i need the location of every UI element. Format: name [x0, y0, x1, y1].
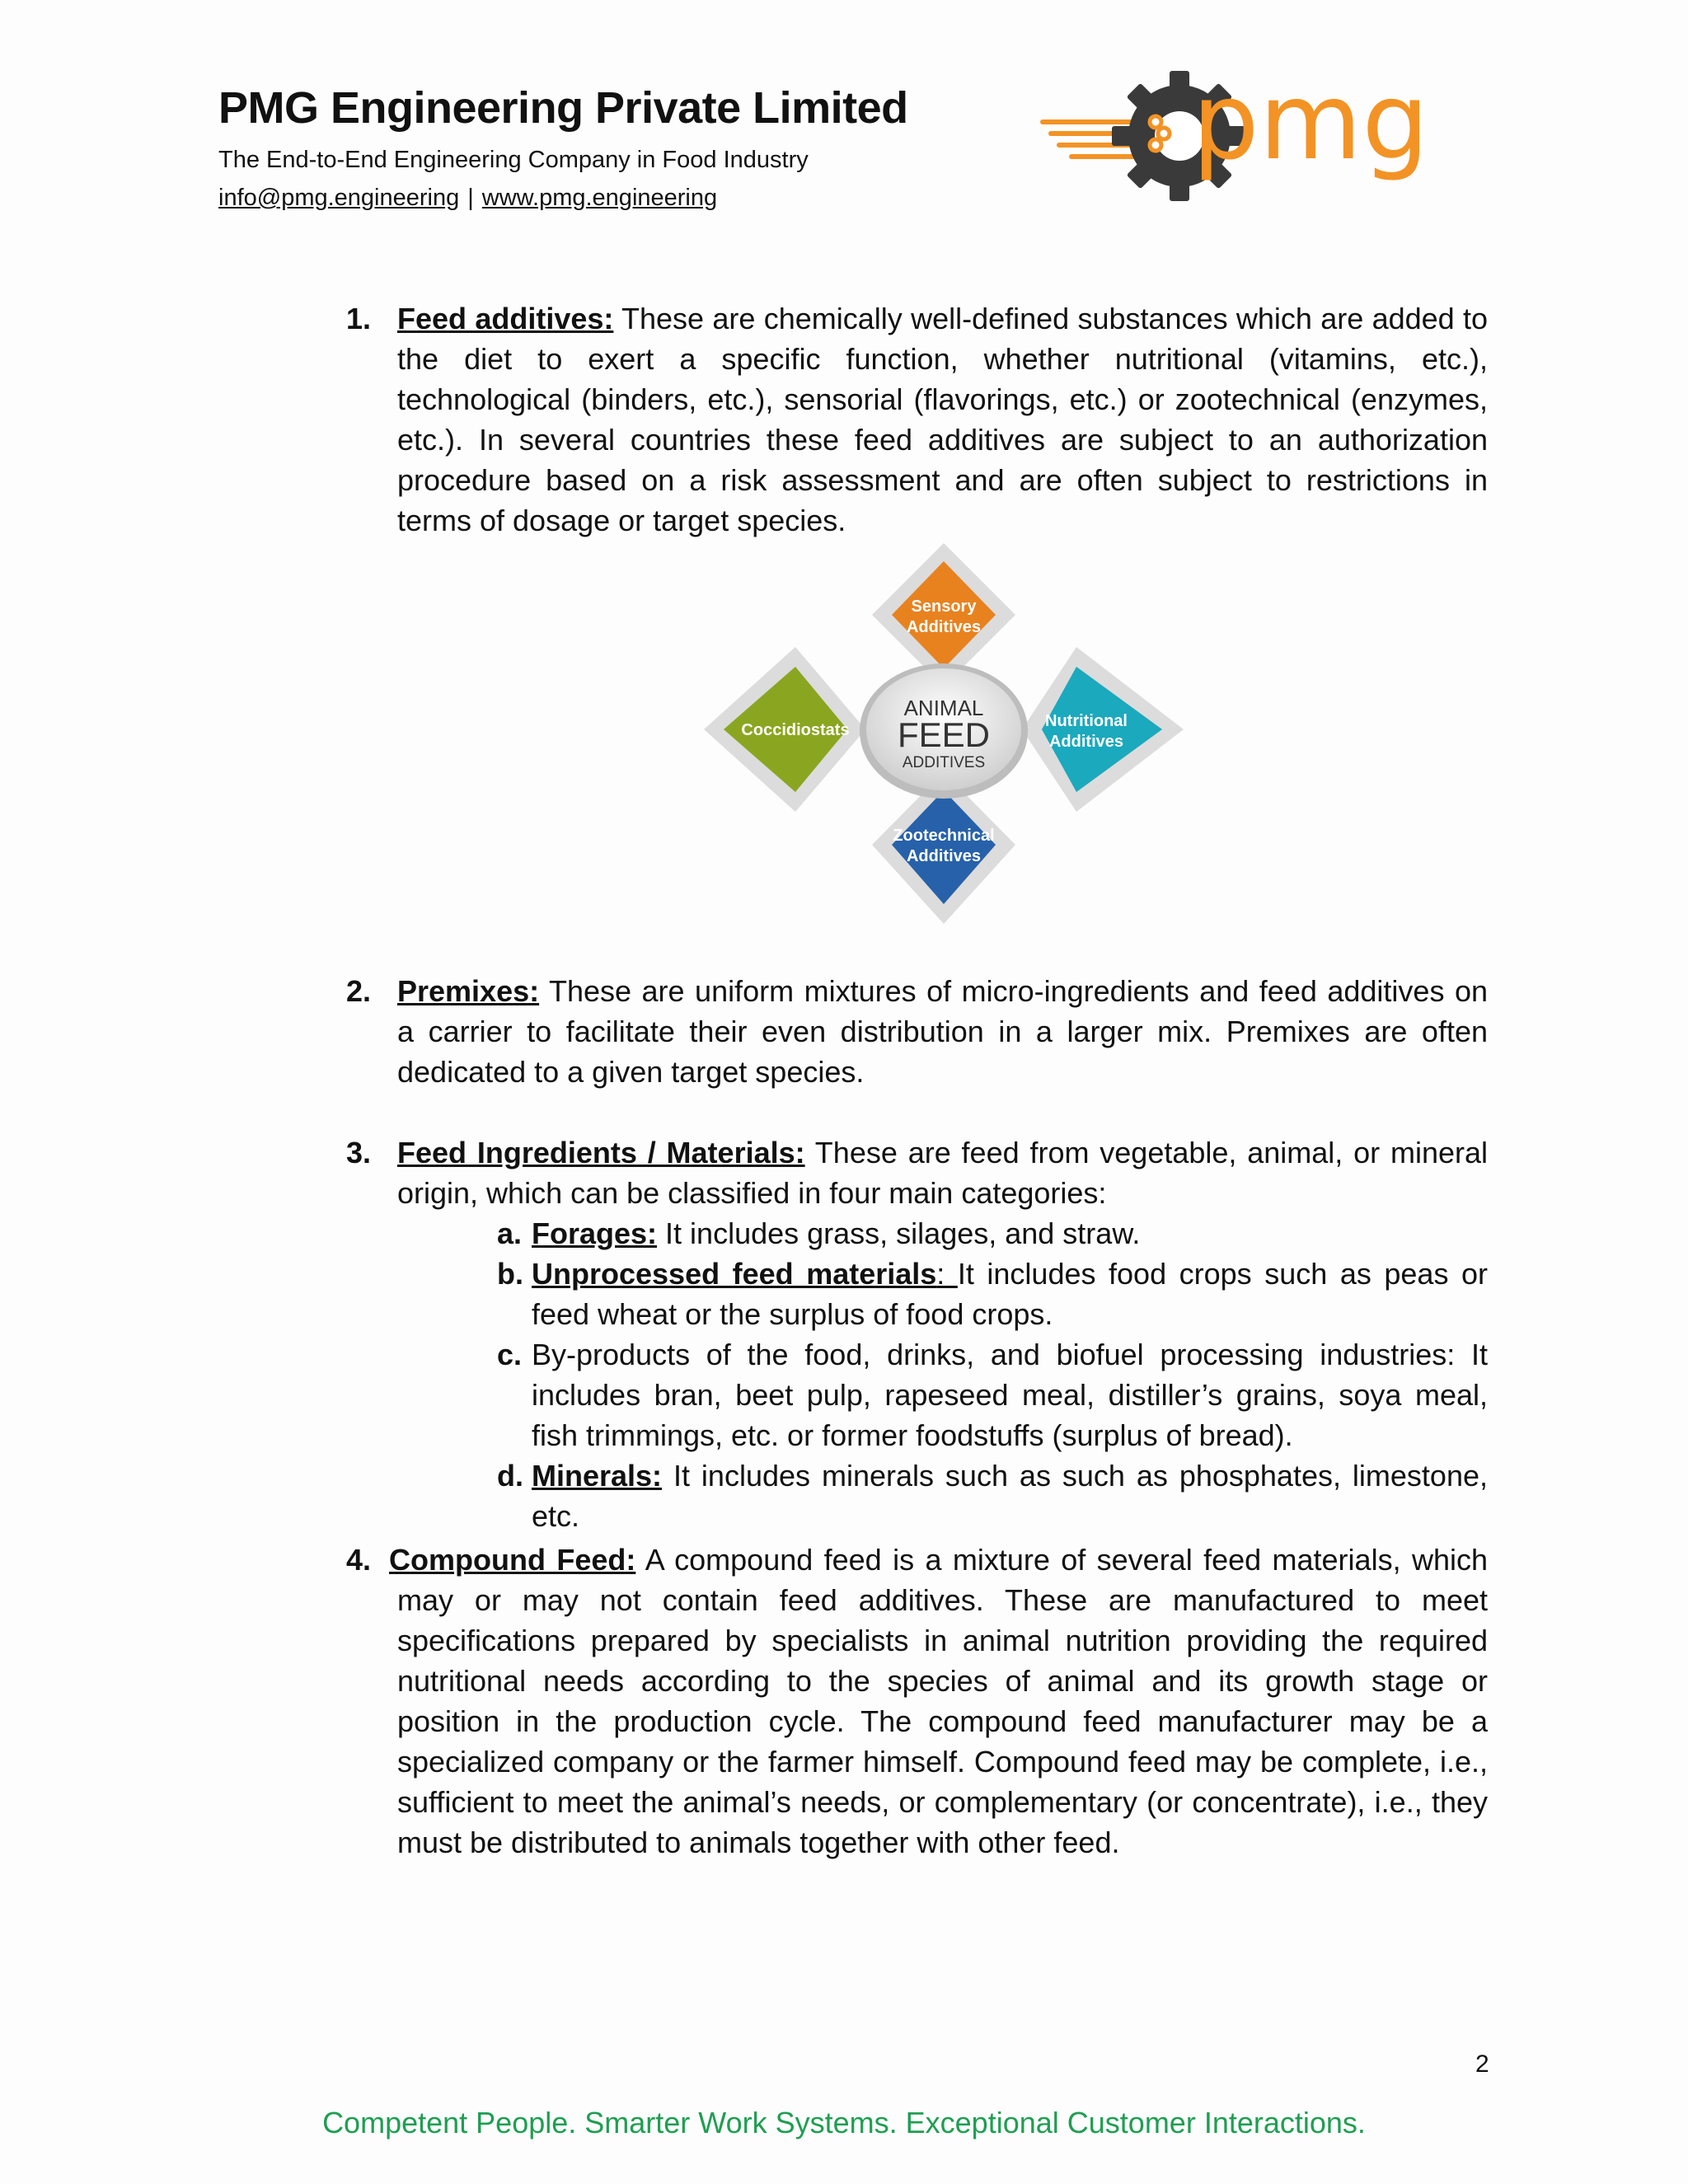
subitem-text: By-products of the food, drinks, and biofuel processing industries: It includes bran, beet pulp, rapeseed meal, distiller’s grains, soya meal, fish trimmings, etc. or former foodstuffs (surplus of bread). — [532, 1338, 1488, 1452]
center-line2: FEED — [897, 715, 991, 754]
sublist — [497, 1213, 1488, 1536]
list-item — [346, 298, 1488, 541]
subitem-letter: c. — [497, 1338, 523, 1371]
list-item — [346, 1540, 1488, 1863]
item-number: 4. — [346, 1543, 372, 1577]
item-label-compound-feed: Compound Feed: — [389, 1543, 636, 1577]
item-text: These are uniform mixtures of micro-ingredients and feed additives on a carrier to facilitate their even distribution in a larger mix. Premixes are often dedicated to a given target species. — [397, 974, 1488, 1089]
subitem-text: It includes minerals such as such as phosphates, limestone, etc. — [532, 1459, 1488, 1533]
contact-separator: | — [467, 185, 474, 211]
list-item — [346, 971, 1488, 1092]
subitem-label: Unprocessed feed materials — [532, 1257, 937, 1291]
item-text: These are feed from vegetable, animal, or mineral origin, which can be classified in four main categories: — [397, 1136, 1489, 1210]
top-line2: Additives — [906, 618, 982, 636]
subitem-forages — [497, 1213, 1488, 1254]
diagram-left — [704, 647, 865, 812]
logo-wordmark: pmg — [1192, 66, 1429, 184]
item-text: These are chemically well-defined substances which are added to the diet to exert a specific function, whether nutritional (vitamins, etc.), technological (binders, etc.), sensorial (flavorings, etc.) or zootechnical (enzymes, etc.). In several countries these feed additives are subject to an authorization procedure based on a risk assessment and are often subject to restrictions in terms of dosage or target species. — [397, 302, 1488, 537]
diagram-right — [1022, 647, 1184, 812]
item-text: A compound feed is a mixture of several feed materials, which may or may not contain feed additives. These are manufactured to meet specifications prepared by specialists in animal nutrition providing the required nutritional needs according to the species of animal and its growth stage or position in the production cycle. The compound feed manufacturer may be a specialized company or the farmer himself. Compound feed may be complete, i.e., sufficient to meet the animal’s needs, or complementary (or concentrate), i.e., they must be distributed to animals together with other feed. — [397, 1543, 1488, 1859]
company-tagline: The End-to-End Engineering Company in Food Industry — [218, 147, 809, 173]
item-number: 3. — [346, 1136, 372, 1169]
left-line1: Coccidiostats — [741, 721, 850, 739]
top-line1: Sensory — [911, 598, 977, 616]
subitem-text: It includes grass, silages, and straw. — [657, 1216, 1141, 1250]
footer-slogan: Competent People. Smarter Work Systems. Exceptional Customer Interactions. — [322, 2106, 1366, 2139]
subitem-byproducts — [497, 1334, 1488, 1455]
item-number: 2. — [346, 974, 372, 1008]
subitem-letter: d. — [497, 1459, 523, 1493]
list-item — [346, 1132, 1488, 1213]
item-number: 1. — [346, 302, 372, 335]
subitem-text: It includes food crops such as peas or feed wheat or the surplus of food crops. — [532, 1257, 1489, 1331]
item-label-feed-ingredients: Feed Ingredients / Materials: — [397, 1136, 805, 1169]
pmg-logo — [1039, 66, 1467, 206]
diagram-center — [860, 663, 1028, 799]
subitem-unprocessed — [497, 1254, 1488, 1334]
page-number: 2 — [1475, 2050, 1489, 2078]
subitem-label: Minerals: — [532, 1459, 663, 1493]
item-label-feed-additives: Feed additives: — [397, 302, 614, 335]
contact-line — [218, 185, 717, 212]
feed-additives-diagram — [701, 540, 1187, 927]
bottom-line2: Additives — [906, 847, 982, 865]
bottom-line1: Zootechnical — [893, 827, 995, 845]
item-label-premixes: Premixes: — [397, 974, 540, 1008]
subitem-minerals — [497, 1455, 1488, 1536]
website-link[interactable]: www.pmg.engineering — [481, 185, 718, 211]
right-line1: Nutritional — [1045, 712, 1128, 730]
company-name: PMG Engineering Private Limited — [218, 83, 908, 133]
center-line1: ANIMAL — [903, 696, 984, 720]
right-line2: Additives — [1048, 733, 1124, 751]
center-line3: ADDITIVES — [902, 754, 986, 771]
subitem-letter: a. — [497, 1216, 523, 1250]
email-link[interactable]: info@pmg.engineering — [218, 185, 460, 211]
subitem-letter: b. — [497, 1257, 523, 1291]
subitem-label-tail: : — [936, 1257, 958, 1291]
subitem-label: Forages: — [532, 1216, 658, 1250]
